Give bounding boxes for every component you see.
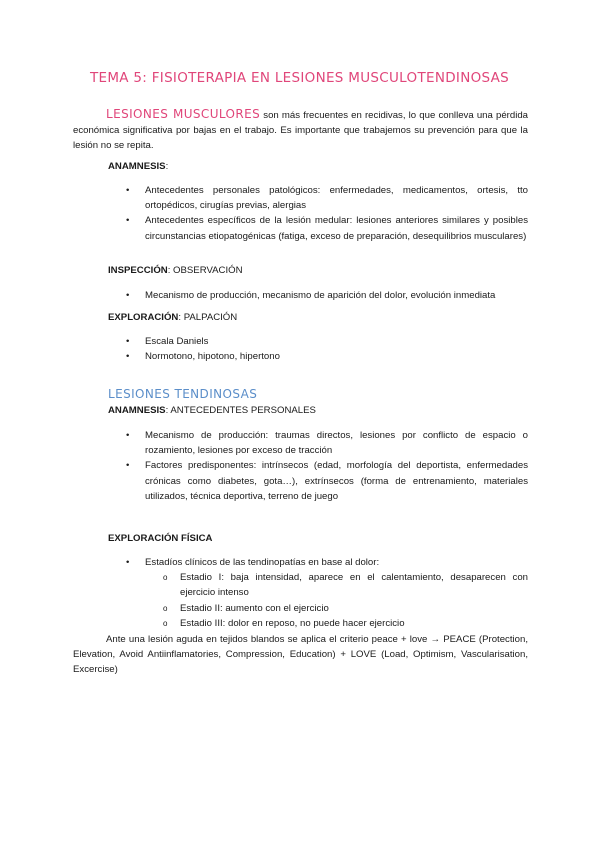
muscular-intro-text: son más frecuentes en recidivas, lo que conlleva una pérdida económica significativa por bajas en el trabajo. Es importante que trabajemos su prevención para que la lesión no se repita. <box>73 110 529 152</box>
tendon-estadios-list <box>126 555 528 631</box>
estadios-label: Estadíos clínicos de las tendinopatías en base al dolor: <box>145 557 380 568</box>
section-suffix: : OBSERVACIÓN <box>167 265 243 276</box>
tendon-heading: LESIONES TENDINOSAS <box>108 387 258 401</box>
section-label: EXPLORACIÓN <box>108 312 179 323</box>
muscular-inspeccion-list <box>126 288 528 303</box>
section-label: INSPECCIÓN <box>108 265 168 276</box>
muscular-anamnesis-heading <box>108 160 168 174</box>
section-label: ANAMNESIS <box>108 161 166 172</box>
list-item: • Mecanismo de producción: traumas directos, lesiones por conflicto de espacio o rozamiento, lesiones por exceso de tracción <box>126 428 528 458</box>
section-suffix: : PALPACIÓN <box>178 312 238 323</box>
list-item: • Factores predisponentes: intrínsecos (edad, morfología del deportista, enfermedades crónicas como diabetes, gota…), extrínsecos (forma de entrenamiento, materiales utilizados, técnica deportiva, terreno de juego <box>126 458 528 504</box>
muscular-inspeccion-heading <box>108 264 243 278</box>
list-item <box>126 555 528 631</box>
sublist-item: o Estadio III: dolor en reposo, no puede hacer ejercicio <box>163 616 528 631</box>
section-suffix: : <box>165 161 169 172</box>
list-item: • Antecedentes personales patológicos: enfermedades, medicamentos, ortesis, tto ortopédicos, cirugías previas, alergias <box>126 183 528 213</box>
closing-paragraph: Ante una lesión aguda en tejidos blandos se aplica el criterio peace + love → PEACE (Protection, Elevation, Avoid Antiinflamatories, Compression, Education) + LOVE (Load, Optimism, Vascularisation, Excercise) <box>73 634 528 676</box>
tendon-exploracion-heading: EXPLORACIÓN FÍSICA <box>108 533 213 544</box>
muscular-intro-paragraph <box>73 107 528 154</box>
list-item: • Escala Daniels <box>126 334 528 349</box>
muscular-anamnesis-list <box>126 183 528 244</box>
tendon-anamnesis-list <box>126 428 528 504</box>
tendon-anamnesis-heading <box>108 404 316 418</box>
list-item: • Normotono, hipotono, hipertono <box>126 349 528 364</box>
sublist-item: o Estadio II: aumento con el ejercicio <box>163 601 528 616</box>
muscular-exploracion-list <box>126 334 528 364</box>
muscular-exploracion-heading <box>108 311 237 325</box>
estadios-sublist <box>145 570 528 631</box>
list-item: • Mecanismo de producción, mecanismo de aparición del dolor, evolución inmediata <box>126 288 528 303</box>
muscular-heading: LESIONES MUSCULORES <box>106 107 261 121</box>
page-title: TEMA 5: FISIOTERAPIA EN LESIONES MUSCULOTENDINOSAS <box>89 70 510 86</box>
sublist-item: o Estadio I: baja intensidad, aparece en el calentamiento, desaparecen con ejercicio intenso <box>163 570 528 600</box>
list-item: • Antecedentes específicos de la lesión medular: lesiones anteriores similares y posibles circunstancias etiopatogénicas (fatiga, exceso de preparación, desequilibrios musculares) <box>126 213 528 243</box>
section-label: ANAMNESIS <box>108 405 166 416</box>
section-suffix: : ANTECEDENTES PERSONALES <box>165 405 316 416</box>
